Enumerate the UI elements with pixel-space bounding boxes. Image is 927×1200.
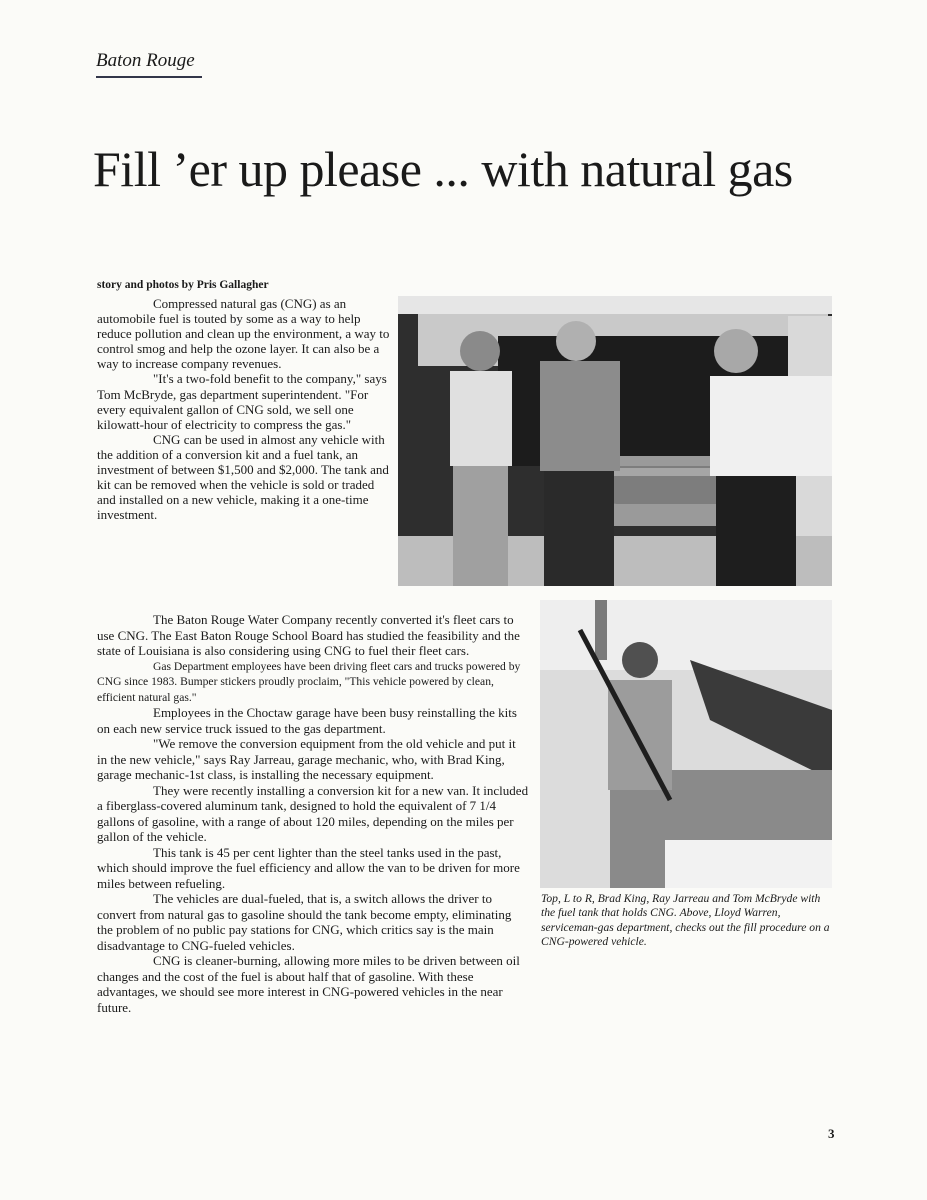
byline: story and photos by Pris Gallagher — [97, 279, 269, 291]
article-paragraph: CNG can be used in almost any vehicle with the addition of a conversion kit and a fuel tank, an investment of between $1,500 and $2,000. The tank and kit can be removed when the vehicle is sold or traded and installed on a new vehicle, making it a one-time investment. — [97, 431, 389, 523]
article-paragraph: Compressed natural gas (CNG) as an automobile fuel is touted by some as a way to help reduce pollution and clean up the environment, a way to control smog and help the ozone layer. It can also be a way to increase company revenues. — [97, 296, 390, 372]
photo-man-at-vehicle-hood — [540, 600, 832, 888]
photo-caption: Top, L to R, Brad King, Ray Jarreau and Tom McBryde with the fuel tank that holds CNG. Above, Lloyd Warren, serviceman-gas department, checks out the fill procedure on a CNG-powered vehicle. — [541, 892, 830, 948]
article-paragraph: They were recently installing a conversion kit for a new van. It included a fiberglass-covered aluminum tank, designed to hold the equivalent of 7 1/4 gallons of gasoline, with a range of about 120 miles, depending on the miles per gallon of the vehicle. — [97, 782, 529, 844]
article-paragraph: The Baton Rouge Water Company recently converted it's fleet cars to use CNG. The East Baton Rouge School Board has studied the feasibility and the state of Louisiana is also considering using CNG to fuel their fleet cars. — [97, 612, 520, 658]
article-paragraph: This tank is 45 per cent lighter than the steel tanks used in the past, which should improve the fuel efficiency and allow the van to be driven for more miles between refueling. — [97, 844, 520, 891]
article-paragraph: "It's a two-fold benefit to the company," says Tom McBryde, gas department superintendent. "For every equivalent gallon of CNG sold, we sell one kilowatt-hour of electricity to compress the gas." — [97, 371, 387, 432]
photo-men-with-fuel-tank — [398, 296, 832, 586]
headline: Fill ’er up please ... with natural gas — [93, 141, 793, 197]
article-column-narrow — [97, 296, 393, 522]
article-paragraph: Employees in the Choctaw garage have been busy reinstalling the kits on each new service truck issued to the gas department. — [97, 705, 517, 736]
article-paragraph: The vehicles are dual-fueled, that is, a switch allows the driver to convert from natural gas to gasoline should the tank become empty, eliminating the problem of no public pay stations for CNG, which critics say is the main disadvantage to CNG-fueled vehicles. — [97, 891, 512, 953]
section-label: Baton Rouge — [96, 50, 202, 78]
article-column-wide — [97, 612, 529, 1015]
article-paragraph: "We remove the conversion equipment from the old vehicle and put it in the new vehicle," says Ray Jarreau, garage mechanic, who, with Brad King, garage mechanic-1st class, is installing the necessary equipment. — [97, 736, 516, 782]
article-paragraph: Gas Department employees have been driving fleet cars and trucks powered by CNG since 1983. Bumper stickers proudly proclaim, "This vehicle powered by clean, efficient natural gas." — [97, 659, 521, 704]
page-number: 3 — [828, 1126, 835, 1141]
article-paragraph: CNG is cleaner-burning, allowing more miles to be driven between oil changes and the cost of the fuel is about half that of gasoline. With these advantages, we should see more interest in CNG-powered vehicles in the near future. — [97, 953, 520, 1015]
